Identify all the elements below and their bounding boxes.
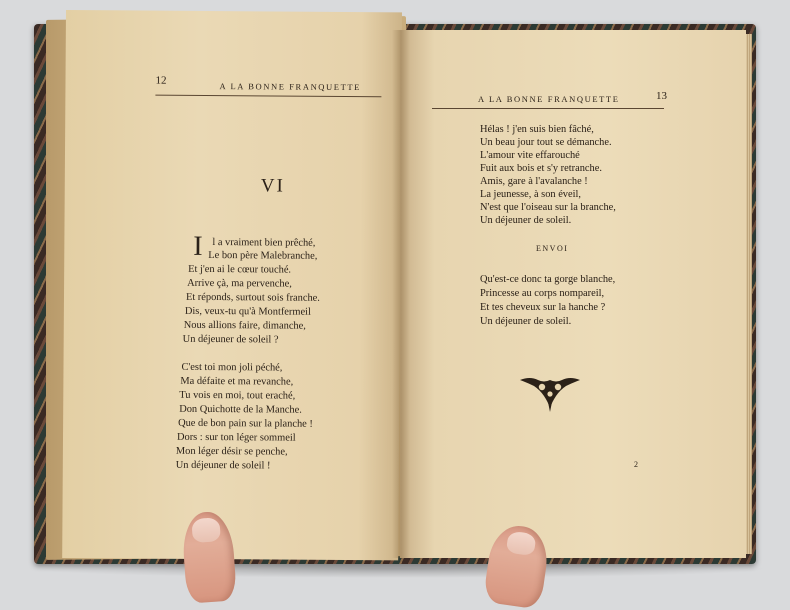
left-thumbnail xyxy=(191,517,221,543)
verse-line: Princesse au corps nompareil, xyxy=(480,288,605,299)
tailpiece-ornament-icon xyxy=(518,374,582,414)
signature-mark: 2 xyxy=(634,460,638,469)
verse-line: C'est toi mon joli péché, xyxy=(181,361,283,374)
verse-line: Tu vois en moi, tout eraché, xyxy=(179,389,296,402)
drop-cap: I xyxy=(193,230,203,262)
verse-line: Dis, veux-tu qu'à Montfermeil xyxy=(184,305,311,318)
left-header-rule xyxy=(155,95,381,98)
verse-line: l a vraiment bien prêché, xyxy=(212,237,316,249)
verse-line: Un beau jour tout se démanche. xyxy=(480,137,612,148)
verse-line: Qu'est-ce donc ta gorge blanche, xyxy=(480,274,616,285)
verse-line: Et tes cheveux sur la hanche ? xyxy=(480,302,606,313)
verse-line: Fuit aux bois et s'y retranche. xyxy=(480,163,602,174)
verse-line: Et j'en ai le cœur touché. xyxy=(188,263,292,276)
verse-line: La jeunesse, à son éveil, xyxy=(480,189,581,200)
left-page[interactable] xyxy=(62,10,402,560)
verse-line: Et réponds, surtout sois franche. xyxy=(185,291,320,304)
book-gutter xyxy=(392,30,410,558)
verse-line: Arrive çà, ma pervenche, xyxy=(187,277,292,290)
verse-line: Mon léger désir se penche, xyxy=(175,445,288,458)
verse-line: Hélas ! j'en suis bien fâché, xyxy=(480,124,594,135)
right-running-head: A LA BONNE FRANQUETTE xyxy=(478,94,620,104)
verse-line: Un déjeuner de soleil ? xyxy=(182,333,279,346)
right-header-rule xyxy=(432,108,664,109)
left-running-head: A LA BONNE FRANQUETTE xyxy=(219,81,362,93)
right-page[interactable] xyxy=(400,30,746,558)
verse-line: Un déjeuner de soleil. xyxy=(480,316,572,327)
right-page-number: 13 xyxy=(656,90,667,102)
verse-line: L'amour vite effarouché xyxy=(480,150,580,161)
verse-line: Que de bon pain sur la planche ! xyxy=(178,417,313,430)
section-numeral: VI xyxy=(260,175,285,197)
envoi-heading: ENVOI xyxy=(536,244,569,253)
verse-line: Don Quichotte de la Manche. xyxy=(179,403,302,416)
verse-line: Amis, gare à l'avalanche ! xyxy=(480,176,588,187)
verse-line: Un déjeuner de soleil. xyxy=(480,215,572,226)
verse-line: Nous allions faire, dimanche, xyxy=(183,319,306,332)
verse-line: Dors : sur ton léger sommeil xyxy=(176,431,296,444)
right-thumbnail xyxy=(506,531,537,557)
verse-line: Un déjeuner de soleil ! xyxy=(175,459,271,472)
left-page-number: 12 xyxy=(155,74,167,87)
verse-line: Ma défaite et ma revanche, xyxy=(180,375,294,388)
verse-line: N'est que l'oiseau sur la branche, xyxy=(480,202,616,213)
verse-line: Le bon père Malebranche, xyxy=(208,249,318,262)
